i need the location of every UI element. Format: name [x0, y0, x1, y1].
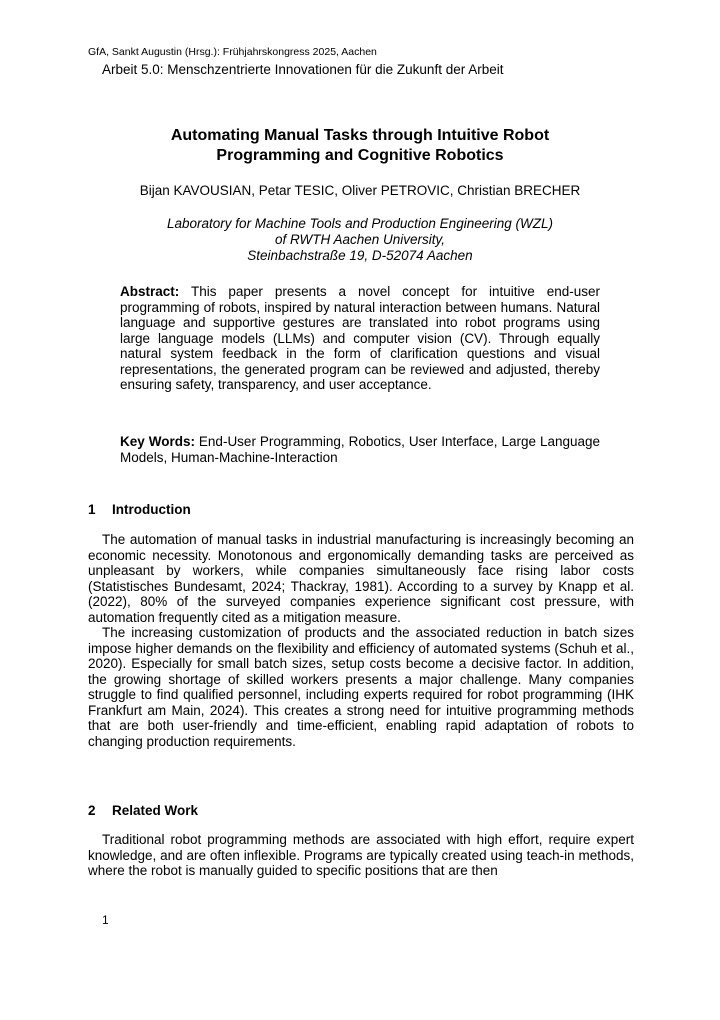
section-number: 2	[88, 803, 96, 818]
affiliation-line-3: Steinbachstraße 19, D-52074 Aachen	[247, 248, 473, 263]
paragraph: The increasing customization of products and the associated reduction in batch sizes impose higher demands on the flexibility and efficiency of automated systems (Schuh et al., 2020). Especially for small batch sizes, setup costs become a decisive factor. In addition, the growing shortage of skilled workers presents a major challenge. Many companies struggle to find qualified personnel, including experts required for robot programming (IHK Frankfurt am Main, 2024). This creates a strong need for intuitive programming methods that are both user-friendly and time-efficient, enabling rapid adaptation of robots to changing production requirements.	[88, 625, 634, 749]
section-title: Related Work	[112, 803, 199, 818]
abstract-label: Abstract:	[120, 284, 180, 299]
page-number: 1	[102, 913, 109, 927]
section-body-related-work	[88, 832, 634, 879]
abstract-text: This paper presents a novel concept for intuitive end-user programming of robots, inspired by natural interaction between humans. Natural language and supportive gestures are translated into robot programs using large language models (LLMs) and computer vision (CV). Through equally natural system feedback in the form of clarification questions and visual representations, the generated program can be reviewed and adjusted, thereby ensuring safety, transparency, and user acceptance.	[120, 284, 600, 392]
paper-title-line-2: Programming and Cognitive Robotics	[216, 147, 504, 164]
keywords	[120, 434, 600, 465]
section-number: 1	[88, 502, 96, 517]
affiliation-line-2: of RWTH Aachen University,	[274, 232, 446, 247]
affiliation-line-1: Laboratory for Machine Tools and Production Engineering (WZL)	[167, 216, 553, 231]
paragraph: Traditional robot programming methods are associated with high effort, require expert knowledge, and are often inflexible. Programs are typically created using teach-in methods, where the robot is manually guided to specific positions that are then	[88, 832, 634, 878]
running-header-theme: Arbeit 5.0: Menschzentrierte Innovationen für die Zukunft der Arbeit	[102, 62, 504, 77]
author-list: Bijan KAVOUSIAN, Petar TESIC, Oliver PETROVIC, Christian BRECHER	[139, 183, 581, 198]
paper-title-line-1: Automating Manual Tasks through Intuitive Robot	[170, 127, 550, 144]
section-title: Introduction	[112, 502, 191, 517]
paragraph: The automation of manual tasks in industrial manufacturing is increasingly becoming an economic necessity. Monotonous and ergonomically demanding tasks are perceived as unpleasant by workers, while companies simultaneously face rising labor costs (Statistisches Bundesamt, 2024; Thackray, 1981). According to a survey by Knapp et al. (2022), 80% of the surveyed companies experience significant cost pressure, with automation frequently cited as a mitigation measure.	[88, 532, 634, 625]
abstract	[120, 284, 600, 393]
section-heading-introduction	[88, 501, 191, 518]
paper-title	[60, 126, 660, 166]
running-header-conference: GfA, Sankt Augustin (Hrsg.): Frühjahrskongress 2025, Aachen	[88, 46, 377, 58]
section-heading-related-work	[88, 802, 198, 819]
keywords-text: End-User Programming, Robotics, User Interface, Large Language Models, Human-Machine-Interaction	[120, 434, 601, 465]
affiliation	[60, 216, 660, 264]
keywords-label: Key Words:	[120, 434, 195, 449]
section-body-introduction	[88, 532, 634, 749]
